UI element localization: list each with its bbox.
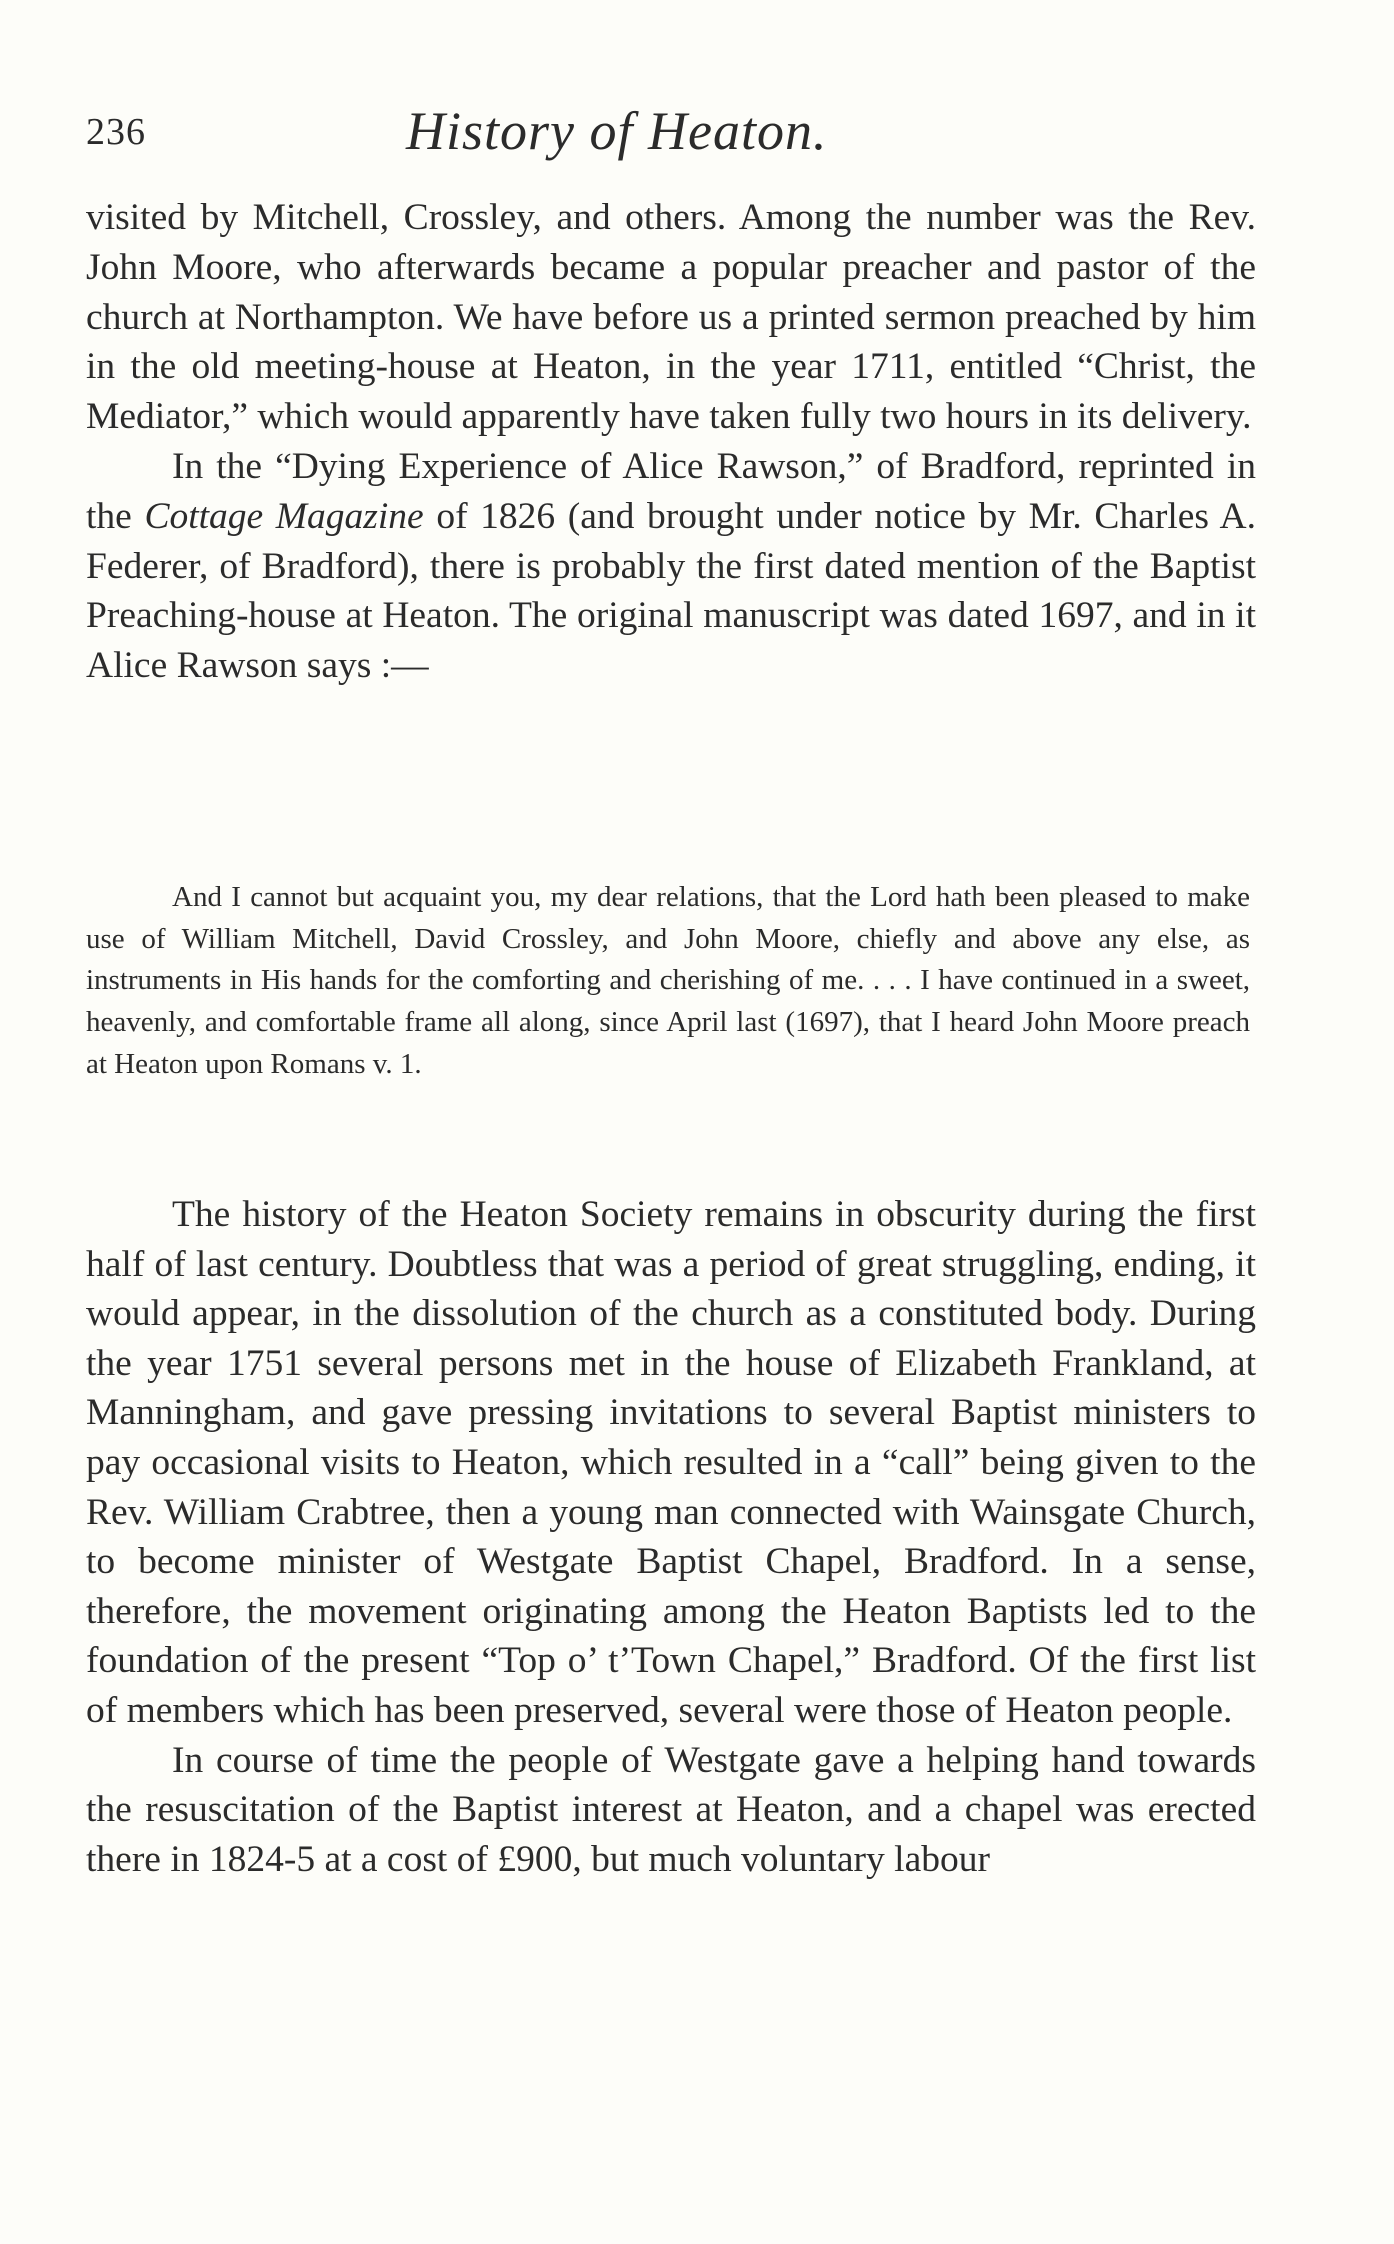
body-text-lower xyxy=(86,1190,1256,1884)
paragraph-1: visited by Mitchell, Crossley, and others. Among the number was the Rev. John Moore, who afterwards became a popular preacher and pastor of the church at Northampton. We have before us a printed sermon preached by him in the old meeting-house at Heaton, in the year 1711, entitled “Christ, the Mediator,” which would apparently have taken fully two hours in its delivery. xyxy=(86,197,1256,438)
page-header xyxy=(86,100,1260,170)
block-quote: And I cannot but acquaint you, my dear relations, that the Lord hath been pleased to make use of William Mitchell, David Crossley, and John Moore, chiefly and above any else, as instruments in His hands for the comforting and cherishing of me. . . . I have continued in a sweet, heavenly, and comfortable frame all along, since April last (1697), that I heard John Moore preach at Heaton upon Romans v. 1. xyxy=(86,881,1250,1080)
page-number: 236 xyxy=(86,111,146,153)
paragraph-4: In course of time the people of Westgate gave a helping hand towards the resuscitation of the Baptist interest at Heaton, and a chapel was erected there in 1824-5 at a cost of £900, but much voluntary labour xyxy=(86,1739,1256,1880)
paragraph-2 xyxy=(86,442,1256,691)
paragraph-3: The history of the Heaton Society remains in obscurity during the first half of last century. Doubtless that was a period of great struggling, ending, it would appear, in the dissolution of the church as a constituted body. During the year 1751 several persons met in the house of Elizabeth Frankland, at Manningham, and gave pressing invitations to several Baptist ministers to pay occasional visits to Heaton, which resulted in a “call” being given to the Rev. William Crabtree, then a young man connected with Wainsgate Church, to become minister of Westgate Baptist Chapel, Bradford. In a sense, therefore, the movement originating among the Heaton Baptists led to the foundation of the present “Top o’ t’Town Chapel,” Bradford. Of the first list of members which has been preserved, several were those of Heaton people. xyxy=(86,1194,1256,1731)
paragraph-2-text-after: of 1826 (and brought under notice by Mr. Charles A. Federer, of Bradford), there is probably the first dated mention of the Baptist Preaching-house at Heaton. The original manuscript was dated 1697, and in it Alice Rawson says :— xyxy=(86,495,1256,687)
paragraph-2-text-before: In the “Dying Experience of Alice Rawson,” of Bradford, reprinted in the xyxy=(86,445,1256,537)
magazine-title: Cottage Magazine xyxy=(144,495,424,537)
running-title: History of Heaton. xyxy=(406,101,828,161)
body-text-upper xyxy=(86,193,1256,691)
